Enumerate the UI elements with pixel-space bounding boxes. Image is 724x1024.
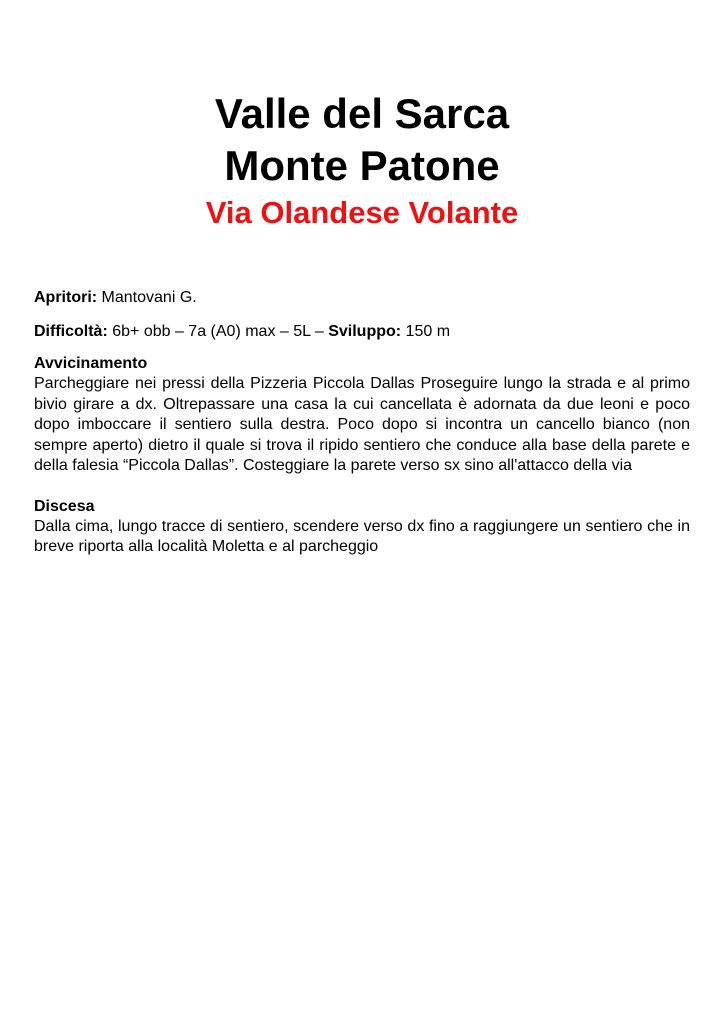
discesa-text: Dalla cima, lungo tracce di sentiero, scendere verso dx fino a raggiungere un sentiero che in breve riporta alla località Moletta e al parcheggio [34, 517, 690, 555]
title-line-1: Valle del Sarca [214, 90, 510, 137]
avvicinamento-text: Parcheggiare nei pressi della Pizzeria Piccola Dallas Proseguire lungo la strada e al primo bivio girare a dx. Oltrepassare una casa la cui cancellata è adornata da due leoni e poco dopo imboccare il sentiero sulla destra. Poco dopo si incontra un cancello bianco (non sempre aperto) dietro il quale si trova il ripido sentiero che conduce alla base della parete e della falesia “Piccola Dallas”. Costeggiare la parete verso sx sino all'attacco della via [34, 375, 690, 474]
title-block [34, 0, 690, 234]
discesa-section [34, 497, 690, 558]
apritori-line [34, 288, 690, 308]
sviluppo-value: 150 m [401, 323, 451, 340]
avvicinamento-section [34, 354, 690, 477]
apritori-label: Apritori: [34, 289, 98, 306]
difficolta-value: 6b+ obb – 7a (A0) max – 5L – [107, 323, 329, 340]
difficolta-label: Difficoltà: [34, 323, 108, 340]
title-line-2: Monte Patone [224, 142, 500, 189]
sviluppo-label: Sviluppo: [328, 323, 402, 340]
avvicinamento-heading: Avvicinamento [34, 355, 148, 372]
route-subtitle: Via Olandese Volante [205, 195, 519, 230]
apritori-value: Mantovani G. [97, 289, 197, 306]
discesa-heading: Discesa [34, 497, 95, 515]
difficolta-line [34, 322, 690, 342]
